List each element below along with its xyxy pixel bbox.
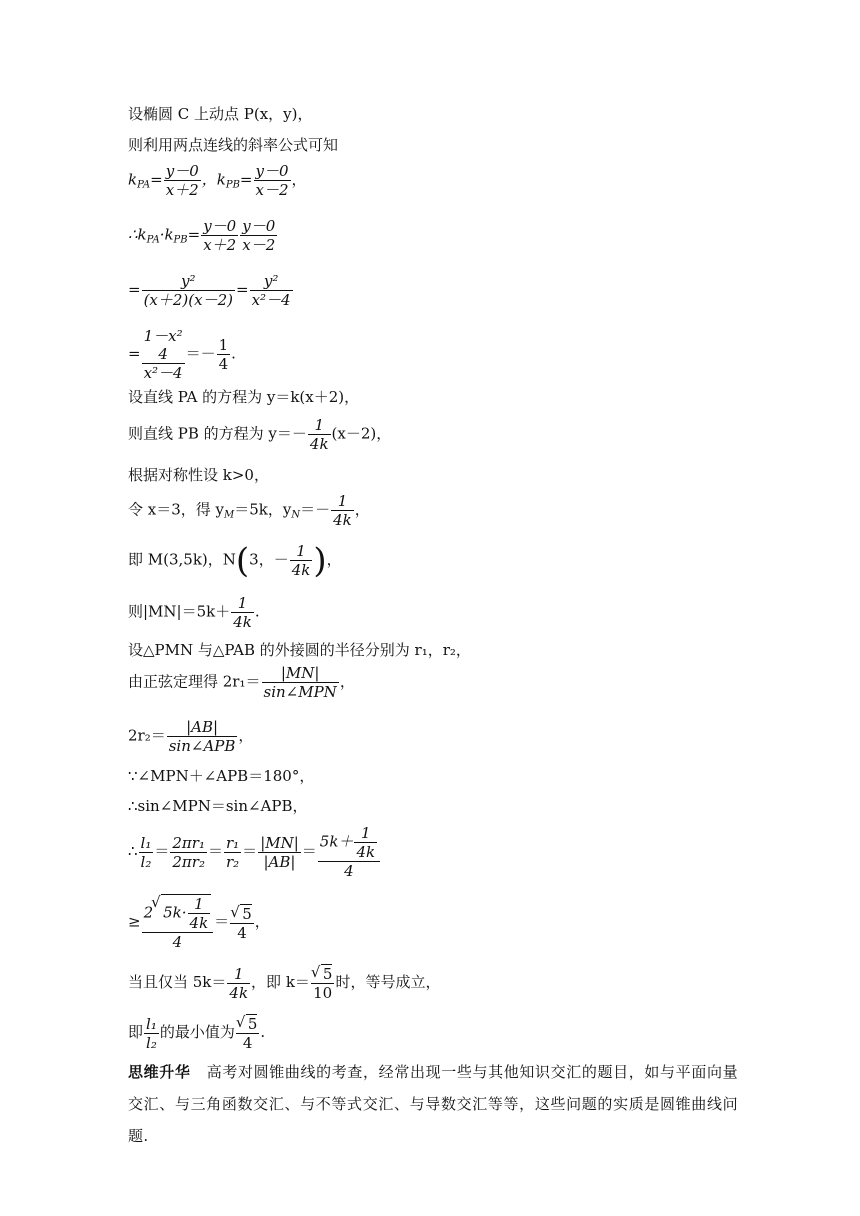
text: ＝5k，y xyxy=(234,500,292,519)
formula-inequality xyxy=(128,894,270,951)
compound-fraction xyxy=(318,824,380,880)
text-line-20 xyxy=(128,964,440,1002)
numerator: |MN| xyxy=(262,664,339,683)
fraction xyxy=(139,834,154,871)
summary-paragraph xyxy=(128,1056,738,1152)
numerator: 1 xyxy=(354,824,377,843)
fraction xyxy=(188,895,211,932)
text: 3，－ xyxy=(249,550,289,569)
text: ， xyxy=(254,912,270,931)
equals: ＝ xyxy=(207,842,223,860)
numerator: 1 xyxy=(308,416,331,435)
numerator: 2πr₁ xyxy=(172,833,205,852)
text: 5k＋ xyxy=(319,832,354,851)
formula-slopes xyxy=(128,162,307,199)
compound-fraction xyxy=(142,894,214,951)
text: . xyxy=(231,344,236,363)
numerator: y² xyxy=(250,272,293,291)
numerator xyxy=(318,824,380,862)
text: ，k xyxy=(201,170,226,189)
denominator: x²－4 xyxy=(251,291,291,309)
fraction xyxy=(311,964,335,1002)
formula-product xyxy=(128,217,278,254)
fraction xyxy=(236,1014,260,1052)
text: ＝－ xyxy=(185,344,216,363)
text: . xyxy=(260,1023,266,1041)
denominator: 4k xyxy=(189,914,209,932)
text: ， xyxy=(291,170,307,189)
fraction xyxy=(254,162,291,199)
formula-ratio xyxy=(128,824,381,880)
text: ＝－ xyxy=(300,500,331,519)
fraction xyxy=(201,217,238,254)
text: ∴ xyxy=(128,842,138,860)
text: ，即 k＝ xyxy=(251,973,310,991)
summary-heading: 思维升华 xyxy=(128,1063,191,1081)
text-line-11 xyxy=(128,542,342,579)
numerator: y－0 xyxy=(165,162,199,180)
compound-fraction xyxy=(142,327,185,382)
subscript: M xyxy=(224,509,235,521)
denominator: 4 xyxy=(172,933,183,951)
text: ， xyxy=(354,500,370,519)
fraction xyxy=(227,965,250,1002)
text: 则直线 PB 的方程为 y＝－ xyxy=(128,424,307,443)
fraction xyxy=(142,272,235,309)
numerator: 1 xyxy=(218,336,229,354)
numerator: 1 xyxy=(331,492,354,511)
denominator: 4k xyxy=(233,613,252,631)
denominator: x－2 xyxy=(255,181,289,199)
text-line-8 xyxy=(128,416,391,453)
equals: ＝ xyxy=(154,842,170,860)
fraction xyxy=(167,718,238,755)
denominator: l₂ xyxy=(146,1033,157,1052)
numerator xyxy=(311,964,335,984)
numerator: y－0 xyxy=(203,217,237,235)
denominator: 4 xyxy=(242,1034,253,1052)
text-line-2: 则利用两点连线的斜率公式可知 xyxy=(128,136,339,154)
numerator: 1 xyxy=(231,594,254,613)
fraction xyxy=(231,594,254,631)
numerator: y－0 xyxy=(242,217,276,235)
equals: = xyxy=(128,344,141,363)
text: 1－x² xyxy=(143,327,183,345)
denominator: 4 xyxy=(237,923,247,942)
text: 令 x＝3，得 y xyxy=(128,500,225,519)
numerator: l₁ xyxy=(140,833,152,852)
text: 即 xyxy=(128,1023,144,1041)
text-line-15 xyxy=(128,718,253,755)
text: (x－2)， xyxy=(331,424,392,443)
equals: ＝ xyxy=(242,842,258,860)
fraction xyxy=(224,834,241,871)
text: ≥ xyxy=(128,912,141,931)
denominator: x＋2 xyxy=(165,181,199,199)
numerator: |AB| xyxy=(167,718,238,737)
denominator: 4k xyxy=(356,843,376,861)
numerator: 1 xyxy=(227,965,250,984)
fraction xyxy=(230,904,254,942)
fraction xyxy=(250,272,293,309)
equals: = xyxy=(187,225,201,244)
text: 2r₂＝ xyxy=(128,726,166,745)
text: 则|MN|＝5k＋ xyxy=(128,602,231,621)
text: 时，等号成立， xyxy=(335,973,441,991)
numerator: y² xyxy=(142,272,235,291)
denominator: 4k xyxy=(309,435,329,453)
denominator: x－2 xyxy=(242,236,276,254)
paren-open: ( xyxy=(235,540,250,581)
numerator: y－0 xyxy=(255,162,289,180)
text: 即 M(3,5k)，N xyxy=(128,550,236,569)
fraction xyxy=(240,217,277,254)
denominator: x²－4 xyxy=(143,364,183,382)
sqrt: √ 5 xyxy=(246,1014,258,1033)
equals: ＝ xyxy=(301,842,317,860)
text-line-7: 设直线 PA 的方程为 y＝k(x＋2)， xyxy=(128,388,360,406)
fraction xyxy=(354,824,377,861)
numerator: l₁ xyxy=(146,1014,157,1033)
subscript: PA xyxy=(146,234,160,246)
numerator: |MN| xyxy=(260,833,299,852)
equals: ＝ xyxy=(214,912,230,931)
fraction xyxy=(217,336,231,373)
denominator: l₂ xyxy=(140,852,152,871)
subscript: PB xyxy=(225,179,240,191)
denominator: 4 xyxy=(344,862,354,880)
text-line-12 xyxy=(128,594,260,631)
equals: = xyxy=(150,170,163,189)
text: 2 xyxy=(143,903,154,922)
fraction xyxy=(308,416,331,453)
numerator: r₁ xyxy=(225,833,240,852)
text: 由正弦定理得 2r₁＝ xyxy=(128,672,261,691)
sqrt: √ 5 xyxy=(240,904,252,923)
text: 5k· xyxy=(163,903,187,922)
text-line-17: ∴sin∠MPN＝sin∠APB， xyxy=(128,797,308,815)
numerator xyxy=(142,327,185,364)
fraction xyxy=(258,834,301,871)
denominator: |AB| xyxy=(263,852,296,871)
text-line-14 xyxy=(128,664,355,701)
numerator: 1 xyxy=(188,895,211,914)
fraction xyxy=(144,1015,159,1052)
sqrt: √ 5 xyxy=(321,964,333,983)
text: ， xyxy=(238,726,254,745)
text: 4 xyxy=(158,345,168,363)
text-line-21 xyxy=(128,1014,265,1052)
equals: = xyxy=(239,170,253,189)
text: ·k xyxy=(159,225,174,244)
denominator: 4k xyxy=(229,983,249,1002)
paren-close: ) xyxy=(313,540,327,581)
text: 的最小值为 xyxy=(159,1023,235,1041)
numerator xyxy=(230,904,254,924)
text-line-13: 设△PMN 与△PAB 的外接圆的半径分别为 r₁，r₂， xyxy=(128,641,471,659)
subscript: N xyxy=(291,509,301,521)
numerator xyxy=(236,1014,260,1034)
summary-body: 高考对圆锥曲线的考查，经常出现一些与其他知识交汇的题目，如与平面向量交汇、与三角函数交汇、与不等式交汇、与导数交汇等等，这些问题的实质是圆锥曲线问题. xyxy=(128,1063,738,1145)
text: 当且仅当 5k＝ xyxy=(128,973,227,991)
denominator: 2πr₂ xyxy=(172,852,205,871)
formula-step-3 xyxy=(128,327,236,382)
fraction xyxy=(290,542,313,579)
fraction xyxy=(331,492,354,529)
text-line-16: ∵∠MPN＋∠APB＝180°， xyxy=(128,767,315,785)
fraction xyxy=(262,664,339,701)
text: ∴k xyxy=(128,225,147,244)
formula-step-2 xyxy=(128,272,294,309)
denominator: x＋2 xyxy=(203,236,237,254)
text: ， xyxy=(326,550,342,569)
sqrt xyxy=(161,894,211,932)
denominator: 10 xyxy=(313,984,333,1002)
numerator: 1 xyxy=(290,542,313,561)
denominator: 4 xyxy=(218,355,229,373)
denominator: (x＋2)(x－2) xyxy=(143,291,233,309)
text: ， xyxy=(339,672,355,691)
text-line-9: 根据对称性设 k>0， xyxy=(128,466,269,484)
equals: = xyxy=(236,280,249,299)
subscript: PB xyxy=(173,234,188,246)
numerator xyxy=(142,894,214,933)
text-line-10 xyxy=(128,492,370,529)
denominator: 4k xyxy=(291,561,311,579)
denominator: sin∠APB xyxy=(168,737,236,755)
fraction xyxy=(170,834,207,871)
denominator: r₂ xyxy=(225,852,240,871)
k-symbol: k xyxy=(128,170,138,189)
text-line-1: 设椭圆 C 上动点 P(x，y)， xyxy=(128,105,313,123)
fraction xyxy=(164,162,201,199)
equals: = xyxy=(128,280,141,299)
text: . xyxy=(254,602,260,621)
subscript: PA xyxy=(137,179,151,191)
denominator: 4k xyxy=(333,511,352,529)
denominator: sin∠MPN xyxy=(263,683,337,701)
